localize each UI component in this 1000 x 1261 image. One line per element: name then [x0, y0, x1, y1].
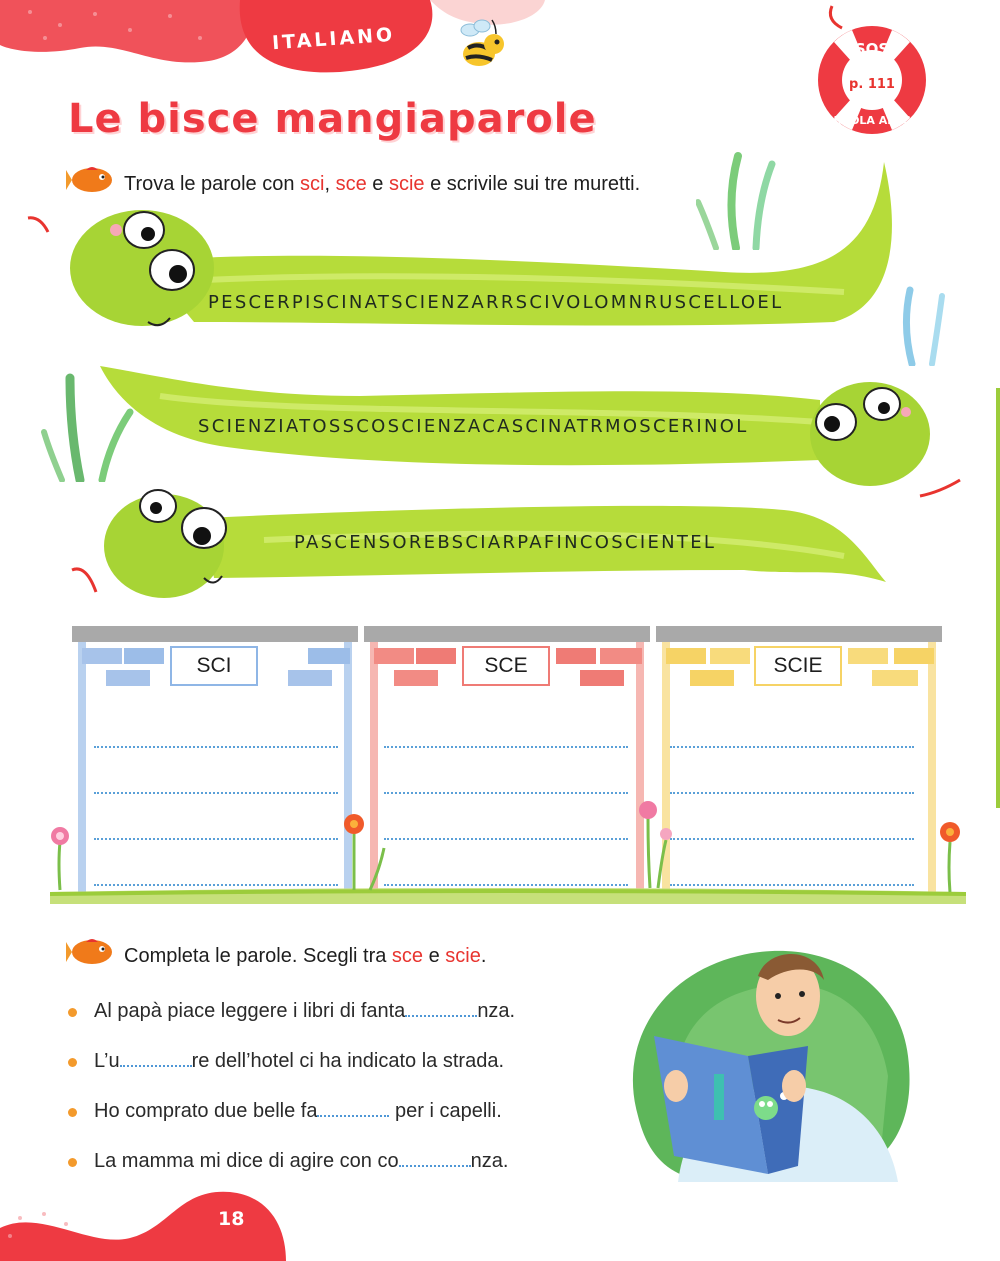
footer-blob [0, 1188, 290, 1261]
sentence-3 [94, 1099, 502, 1123]
snake-1 [24, 152, 924, 342]
flower-icon [930, 818, 974, 894]
reading-man-illustration [618, 936, 918, 1186]
write-line[interactable] [384, 746, 628, 748]
sentence-2 [94, 1049, 504, 1073]
bullet [68, 1008, 77, 1017]
wall-label-sci: SCI [170, 646, 258, 686]
wall-top-scie [656, 626, 942, 642]
write-line[interactable] [94, 838, 338, 840]
bullet [68, 1108, 77, 1117]
wall-label-scie: SCIE [754, 646, 842, 686]
instruction-text: Trova le parole con [124, 173, 301, 195]
highlight-scie: scie [388, 173, 425, 195]
sentence-text: L’u [94, 1050, 120, 1072]
write-line[interactable] [94, 746, 338, 748]
instruction-sep: e [366, 173, 389, 195]
write-line[interactable] [384, 792, 628, 794]
instruction-text: Completa le parole. Scegli tra [124, 945, 392, 967]
instruction-text: . [480, 945, 487, 967]
wall-scie [662, 642, 936, 892]
sentence-text: re dell’hotel ci ha indicato la strada. [191, 1050, 504, 1072]
instruction-text: e scrivile sui tre muretti. [424, 173, 641, 195]
flower-icon [636, 796, 676, 890]
snake-1-letters: PESCERPISCINATSCIENZARRSCIVOLOMNRUSCELLOEL [208, 292, 784, 313]
sos-page-ref: p. 111 [849, 77, 895, 92]
bee-icon [452, 14, 512, 72]
sos-top-text: SOS [854, 40, 890, 58]
wall-top-sce [364, 626, 650, 642]
sos-lifebuoy-icon [812, 0, 932, 140]
wall-label-sce: SCE [462, 646, 550, 686]
snake-2-letters: SCIENZIATOSSCOSCIENZACASCINATRMOSCERINOL [198, 416, 749, 437]
write-line[interactable] [670, 746, 914, 748]
side-edge-bar [996, 388, 1000, 808]
instruction-sep: e [423, 945, 446, 967]
fill-blank[interactable] [120, 1049, 192, 1067]
instruction-sep: , [324, 173, 336, 195]
write-line[interactable] [670, 838, 914, 840]
wall-sci [78, 642, 352, 892]
fill-blank[interactable] [405, 999, 477, 1017]
wall-top-sci [72, 626, 358, 642]
sos-bottom-text: REGOLA AMICA [825, 114, 919, 127]
write-line[interactable] [384, 838, 628, 840]
bullet [68, 1158, 77, 1167]
wall-sce [370, 642, 644, 892]
page-title: Le bisce mangiaparole [68, 96, 597, 142]
sentence-text: nza. [477, 1000, 516, 1022]
highlight-scie: scie [445, 945, 481, 967]
sentence-text: La mamma mi dice di agire con co [94, 1150, 399, 1172]
flower-icon [340, 808, 386, 892]
write-line[interactable] [94, 792, 338, 794]
sentence-4 [94, 1149, 508, 1173]
highlight-sce: sce [391, 945, 424, 967]
fill-blank[interactable] [317, 1099, 389, 1117]
subject-label: ITALIANO [271, 23, 396, 55]
exercise2-instruction [124, 945, 486, 968]
page-number: 18 [218, 1208, 245, 1230]
grass-ground [50, 882, 966, 904]
sentence-text: per i capelli. [389, 1100, 502, 1122]
bullet [68, 1058, 77, 1067]
sentence-text: Al papà piace leggere i libri di fanta [94, 1000, 406, 1022]
highlight-sci: sci [300, 173, 325, 195]
write-line[interactable] [670, 792, 914, 794]
flower-icon [40, 822, 80, 892]
highlight-sce: sce [335, 173, 367, 195]
sentence-text: nza. [470, 1150, 509, 1172]
fish-icon [66, 936, 116, 968]
snake-3-letters: PASCENSOREBSCIARPAFINCOSCIENTEL [294, 532, 717, 553]
sentence-text: Ho comprato due belle fa [94, 1100, 318, 1122]
fill-blank[interactable] [399, 1149, 471, 1167]
sentence-1 [94, 999, 515, 1023]
